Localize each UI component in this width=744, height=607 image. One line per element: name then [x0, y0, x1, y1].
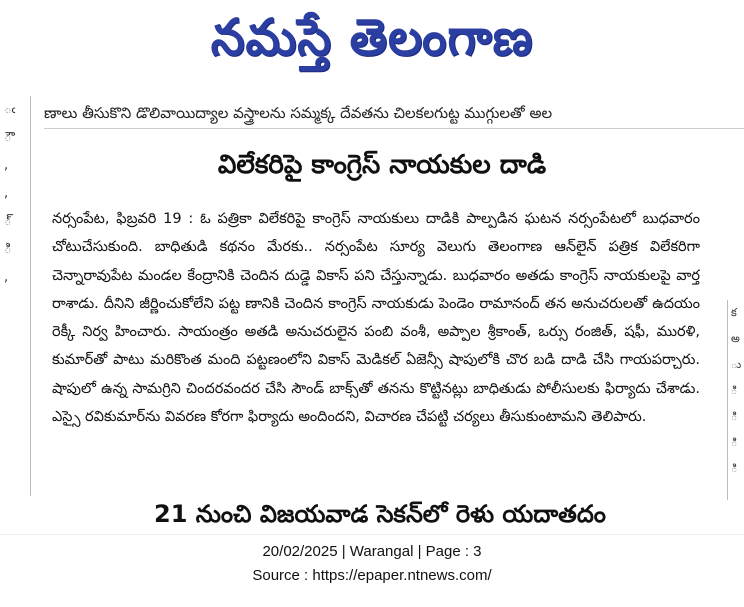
adjacent-column-right: క అ ు ి ి ి ి [727, 300, 744, 500]
source-footer [0, 540, 744, 588]
divider [0, 534, 744, 535]
next-article-headline: 21 నుంచి విజయవాడ సెకన్‌లో రెళు యదాతదం [154, 500, 606, 528]
previous-article-line: ణాలు తీసుకొని డొలివాయిద్యాల వస్త్రాలను సమ్మక్క దేవతను చిలకలగుట్ట ముగ్గులతో అల [44, 100, 744, 129]
newspaper-logo: నమస్తే తెలంగాణ [210, 8, 534, 68]
edition-info: 20/02/2025 | Warangal | Page : 3 [262, 543, 482, 560]
article-body: నర్సంపేట, ఫిబ్రవరి 19 : ఓ పత్రికా విలేకరిపై కాంగ్రెస్ నాయకులు దాడికి పాల్పడిన ఘటన నర్సంపేటలో బుధవారం చోటుచేసుకుంది. బాధితుడి కథనం మేరకు.. నర్సంపేట సూర్య వెలుగు తెలంగాణ ఆన్‌లైన్ పత్రిక విలేకరిగా చెన్నారావుపేట మండల కేంద్రానికి చెందిన దుడ్డె వికాస్ పని చేస్తున్నాడు. బుధవారం అతడు కాంగ్రెస్ నాయకులపై వార్త రాశాడు. దీనిని జీర్ణించుకోలేని పట్ట ణానికి చెందిన కాంగ్రెస్ నాయకుడు పెండెం రామానంద్ తన అనుచరులతో ఉదయం రెక్కీ నిర్వ హించారు. సాయంత్రం అతడి అనుచరులైన పంబి వంశీ, అప్పాల శ్రీకాంత్, ఒర్సు రంజిత్, షఫీ, మురళి, కుమార్‌తో పాటు మరికొంత మంది పట్టణంలోని వికాస్ మెడికల్ ఏజెన్సీ షాపులోకి చొర బడి దాడి చేసి గాయపర్చారు. షాపులో ఉన్న సామగ్రిని చిందరవందర చేసి సౌండ్ బాక్స్‌తో తనను కొట్టినట్లు బాధితుడు పోలీసులకు ఫిర్యాదు చేశాడు. ఎస్సై రవికుమార్‌ను వివరణ కోరగా ఫిర్యాదు అందిందని, విచారణ చేపట్టి చర్యలు తీసుకుంటామని తెలిపారు. [52, 211, 700, 426]
masthead [0, 0, 744, 88]
article-headline: విలేకరిపై కాంగ్రెస్ నాయకుల దాడి [217, 150, 547, 180]
source-link[interactable]: Source : https://epaper.ntnews.com/ [252, 567, 492, 584]
adjacent-column-left: ఁ ౌ , , ్ ి , [0, 96, 31, 496]
